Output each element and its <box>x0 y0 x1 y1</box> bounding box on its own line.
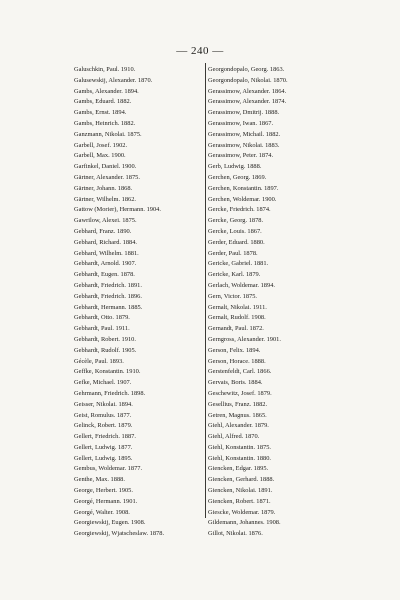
list-item: Gerassimow, Dmitrij. 1888. <box>208 109 280 117</box>
list-item: Gebhardt, Hermann. 1885. <box>74 303 143 311</box>
list-item: Giehl, Konstantin. 1880. <box>208 454 272 462</box>
list-item: Gernalt, Nikolai. 1911. <box>208 303 267 311</box>
list-item: Georgé, Walter. 1908. <box>74 508 130 516</box>
list-item: Gillot, Nikolai. 1876. <box>208 530 263 538</box>
list-item: Gembus, Woldemar. 1877. <box>74 465 143 473</box>
list-item: Gebhard, Richard. 1884. <box>74 238 138 246</box>
list-item: Gerngross, Alexander. 1901. <box>208 335 281 343</box>
list-item: Gebhardt, Robert. 1910. <box>74 335 136 343</box>
list-item: Giescke, Woldemar. 1879. <box>208 508 276 516</box>
list-item: Geist, Romulus. 1877. <box>74 411 132 419</box>
list-item: Giehl, Alexander. 1879. <box>208 422 269 430</box>
list-item: Geffke, Konstantin. 1910. <box>74 368 141 376</box>
list-item: Gercke, Georg. 1878. <box>208 217 264 225</box>
list-item: Gerb, Ludwig. 1888. <box>208 163 262 171</box>
list-item: Garfinkel, Daniel. 1900. <box>74 163 137 171</box>
list-item: Giencken, Edgar. 1895. <box>208 465 269 473</box>
name-list-right <box>208 65 348 540</box>
list-item: Garbell, Josef. 1902. <box>74 141 128 149</box>
list-item: Gellert, Ludwig. 1877. <box>74 443 133 451</box>
list-item: Gerassimow, Alexander. 1864. <box>208 87 287 95</box>
list-item: Gambs, Heinrich. 1882. <box>74 119 136 127</box>
list-item: Giencken, Robert. 1871. <box>208 497 271 505</box>
list-item: Gebhard, Wilhelm. 1881. <box>74 249 139 257</box>
list-item: Georgé, Hermann. 1901. <box>74 497 138 505</box>
list-item: Gercke, Friedrich. 1874. <box>208 206 271 214</box>
list-item: Gercke, Louis. 1867. <box>208 227 262 235</box>
column-divider <box>205 63 206 518</box>
page-number: — 240 — <box>176 45 224 57</box>
list-item: Gesellius, Franz. 1882. <box>208 400 268 408</box>
list-item: Gerson, Felix. 1894. <box>208 346 261 354</box>
list-item: Garbell, Max. 1900. <box>74 152 126 160</box>
list-item: Getren, Magnus. 1865. <box>208 411 267 419</box>
list-item: Gerassimow, Michail. 1882. <box>208 130 281 138</box>
list-item: Georgiewskij, Eugen. 1908. <box>74 519 146 527</box>
list-item: Ganzmann, Nikolai. 1875. <box>74 130 142 138</box>
list-item: Gebhardt, Otto. 1879. <box>74 314 130 322</box>
list-item: Gambs, Eduard. 1882. <box>74 98 132 106</box>
list-item: Gärtner, Wilhelm. 1862. <box>74 195 137 203</box>
list-item: Gebhardt, Eugen. 1878. <box>74 271 135 279</box>
list-item: Gerder, Paul. 1878. <box>208 249 258 257</box>
list-item: Gerassimow, Peter. 1874. <box>208 152 274 160</box>
list-item: Gernandt, Paul. 1872. <box>208 325 264 333</box>
list-item: Gerchen, Georg. 1869. <box>208 173 267 181</box>
list-item: Gebhardt, Friedrich. 1896. <box>74 292 142 300</box>
list-item: Geisser, Nikolai. 1894. <box>74 400 133 408</box>
list-item: Gernalt, Rudolf. 1908. <box>208 314 266 322</box>
list-item: Gattow (Morier), Hermann. 1904. <box>74 206 161 214</box>
list-item: Gefke, Michael. 1907. <box>74 379 132 387</box>
list-item: Genthe, Max. 1888. <box>74 476 125 484</box>
list-item: Gericke, Karl. 1879. <box>208 271 261 279</box>
list-item: Gerchen, Konstantin. 1897. <box>208 184 279 192</box>
list-item: Gehrmann, Friedrich. 1898. <box>74 389 146 397</box>
list-item: Gericke, Gabriel. 1881. <box>208 260 269 268</box>
list-item: Gerlach, Woldemar. 1894. <box>208 281 275 289</box>
list-item: Gebhard, Franz. 1890. <box>74 227 132 235</box>
list-item: Gambs, Alexander. 1894. <box>74 87 139 95</box>
list-item: Galusewskij, Alexander. 1870. <box>74 76 153 84</box>
list-item: Gawrilow, Alexei. 1875. <box>74 217 137 225</box>
list-item: Gerstenfeldt, Carl. 1866. <box>208 368 272 376</box>
name-list-left <box>74 65 206 540</box>
list-item: Gebhardt, Rudolf. 1905. <box>74 346 137 354</box>
list-item: Georgondopalo, Nikolai. 1870. <box>208 76 288 84</box>
list-item: George, Herbert. 1905. <box>74 487 133 495</box>
list-item: Giencken, Gerhard. 1888. <box>208 476 275 484</box>
list-item: Gildemann, Johannes. 1908. <box>208 519 281 527</box>
list-item: Gerassimow, Alexander. 1874. <box>208 98 287 106</box>
list-item: Gern, Victor. 1875. <box>208 292 258 300</box>
list-item: Galuschkin, Paul. 1910. <box>74 66 136 73</box>
list-item: Giehl, Alfred. 1870. <box>208 433 260 441</box>
list-item: Georgiewskij, Wjatscheslaw. 1878. <box>74 530 165 538</box>
list-item: Giehl, Konstantin. 1875. <box>208 443 272 451</box>
list-item: Gerassimow, Iwan. 1867. <box>208 119 274 127</box>
list-item: Gerson, Horace. 1888. <box>208 357 266 365</box>
list-item: Gellert, Ludwig. 1895. <box>74 454 133 462</box>
list-item: Gebhardt, Friedrich. 1891. <box>74 281 142 289</box>
list-item: Gervais, Boris. 1884. <box>208 379 263 387</box>
list-item: Gärtner, Johann. 1868. <box>74 184 133 192</box>
list-item: Gerassimow, Nikolai. 1883. <box>208 141 280 149</box>
list-item: Geschewitz, Josef. 1879. <box>208 389 272 397</box>
list-item: Gelinck, Robert. 1879. <box>74 422 133 430</box>
list-item: Gebhardt, Arnold. 1907. <box>74 260 137 268</box>
list-item: Gellert, Friedrich. 1887. <box>74 433 136 441</box>
list-item: Gerder, Eduard. 1880. <box>208 238 265 246</box>
list-item: Gebhardt, Paul. 1911. <box>74 325 130 333</box>
list-item: Gécèle, Paul. 1893. <box>74 357 124 365</box>
list-item: Gärtner, Alexander. 1875. <box>74 173 140 181</box>
list-item: Georgondopalo, Georg. 1863. <box>208 66 285 73</box>
list-item: Gambs, Ernst. 1894. <box>74 109 127 117</box>
list-item: Gerchen, Woldemar. 1900. <box>208 195 277 203</box>
list-item: Giencken, Nikolai. 1891. <box>208 487 273 495</box>
